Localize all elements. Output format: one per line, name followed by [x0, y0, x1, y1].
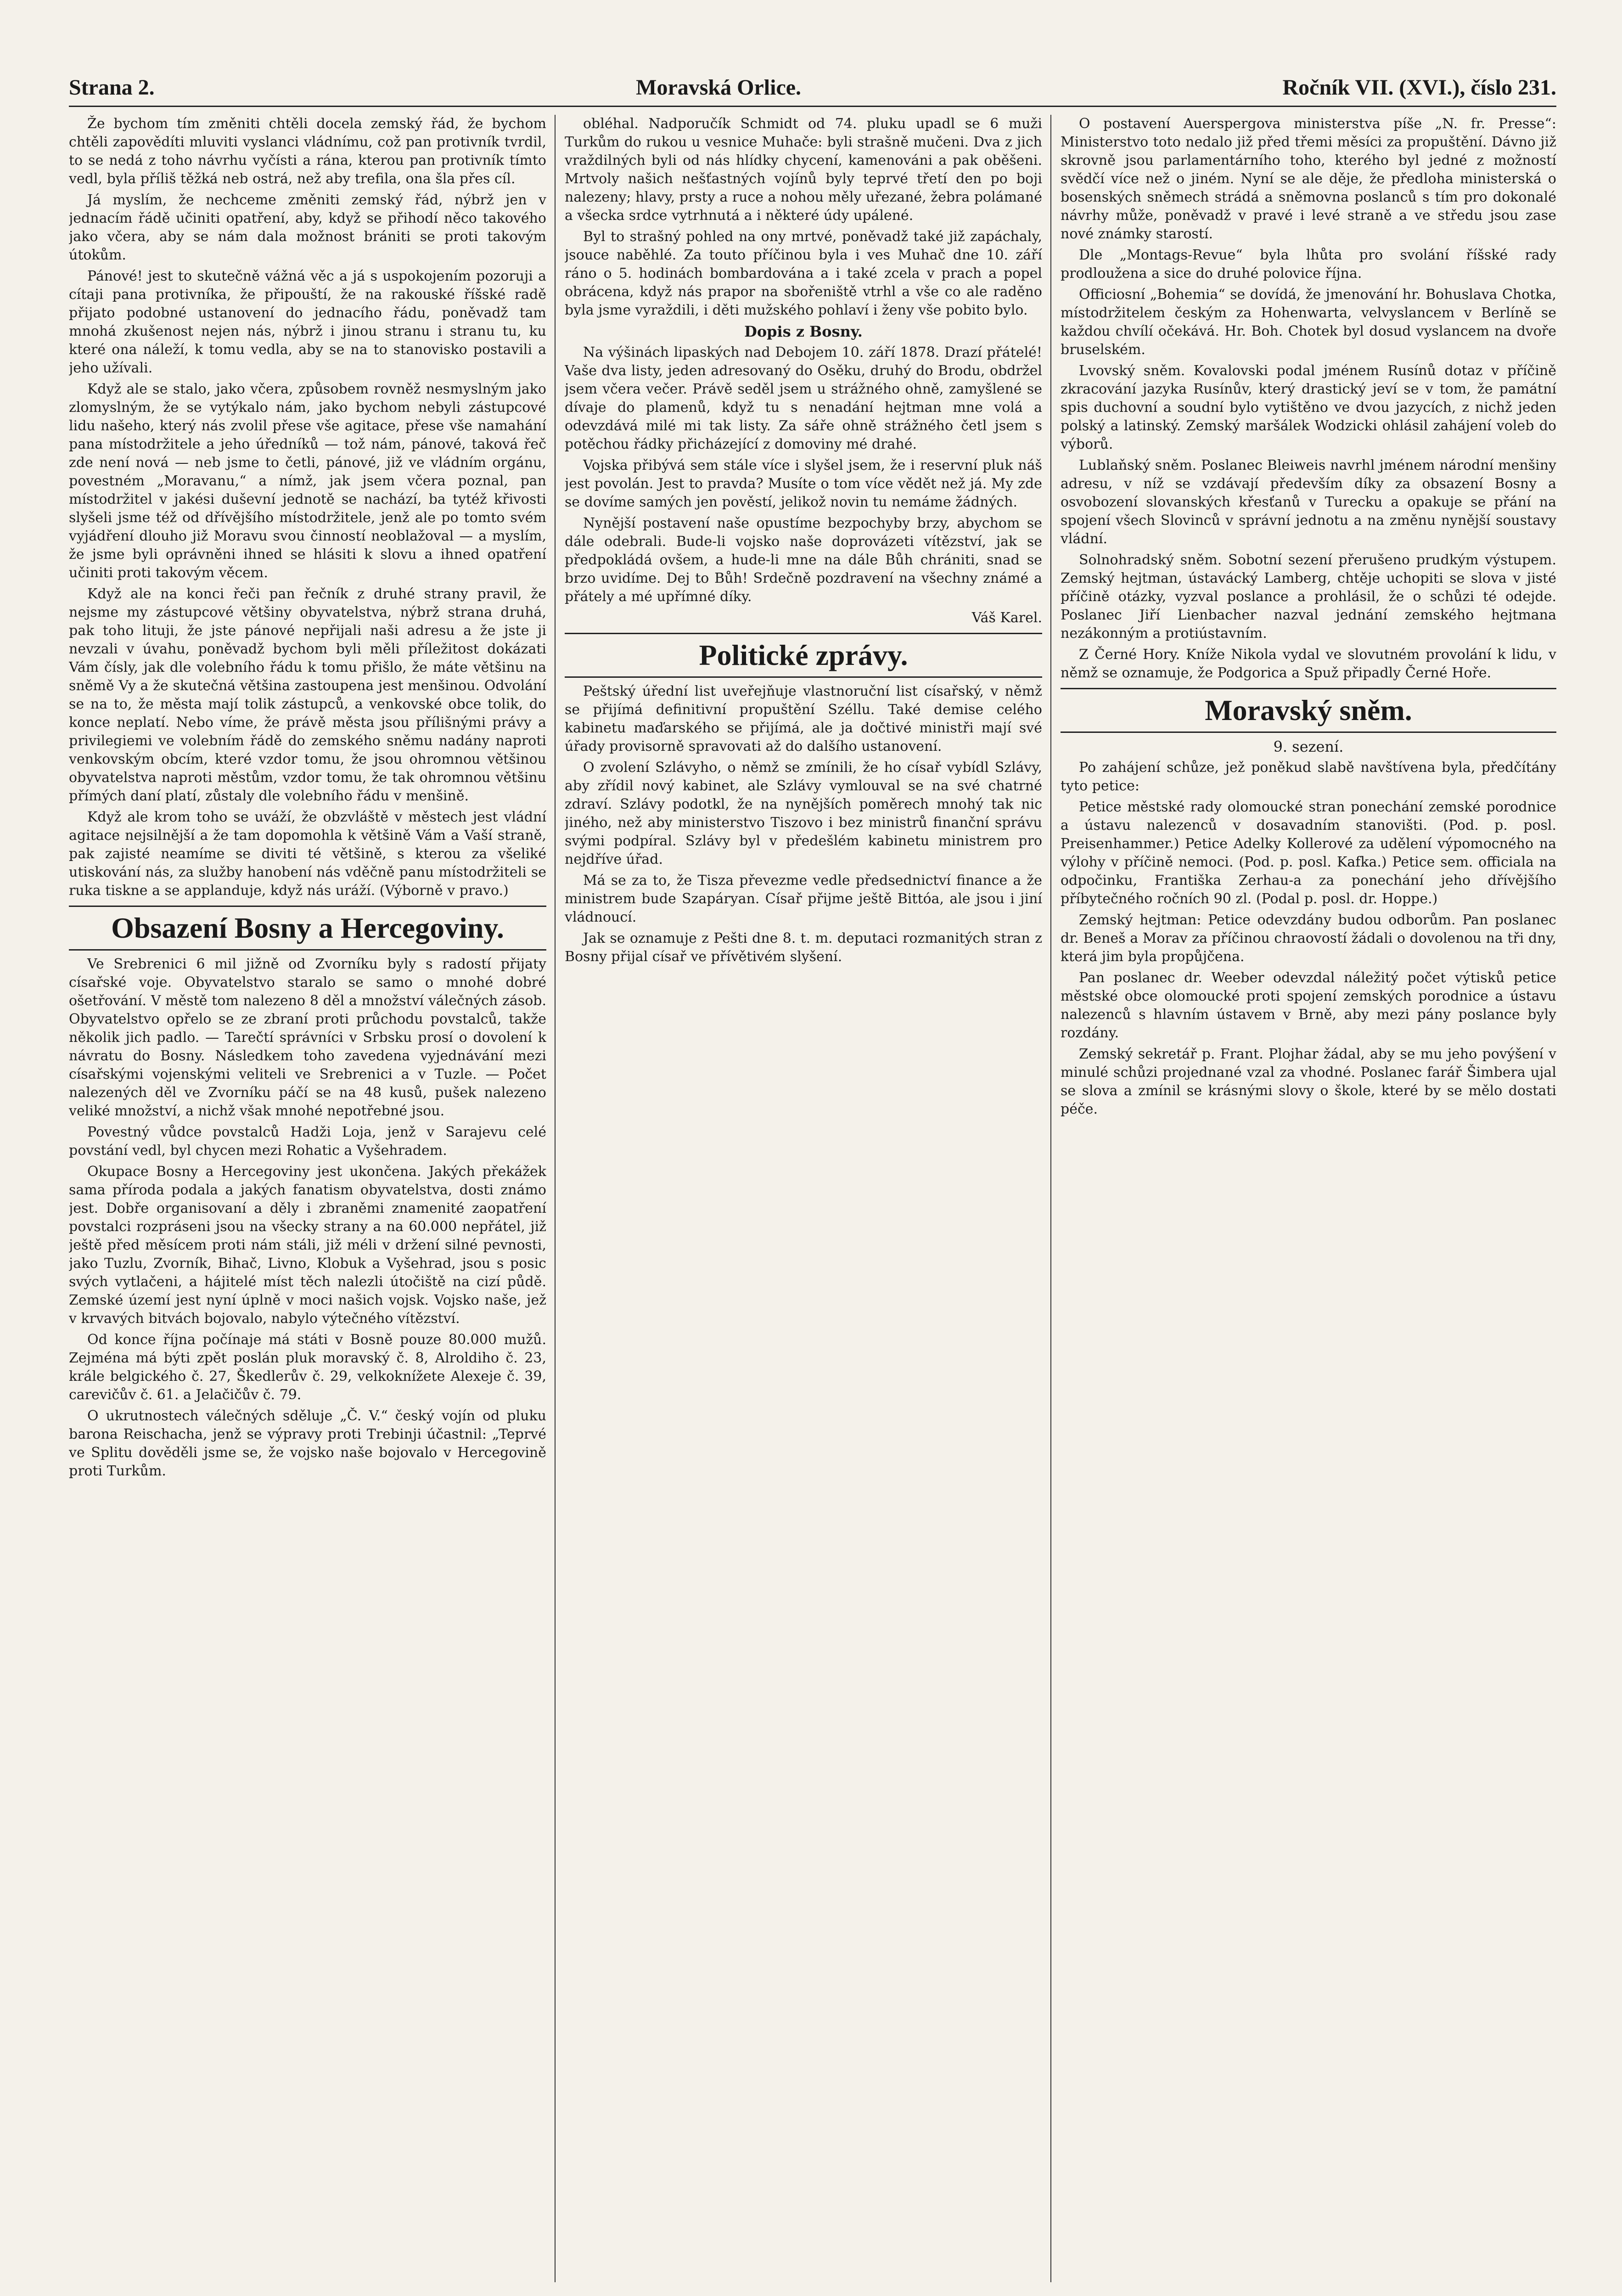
- paragraph: Já myslím, že nechceme změniti zemský řád, nýbrž jen v jednacím řádě učiniti opatření, aby, když se přihodí něco takového jako včera, aby se nám dala možnost brániti se proti takovým útokům.: [69, 192, 546, 263]
- section-heading-bosnia: Obsazení Bosny a Hercegoviny.: [69, 906, 546, 951]
- paragraph: Jak se oznamuje z Pešti dne 8. t. m. deputaci rozmanitých stran z Bosny přijal císař ve přívětivém slyšení.: [565, 930, 1042, 965]
- paragraph: O zvolení Szlávyho, o němž se zmínili, že ho císař vybídl Szlávy, aby zřídil nový kabinet, ale Szlávy vymlouval se na své chatrné zdraví. Szlávy podotkl, že na nynějších poměrech mnohý tak nic jiného, než aby ministerstvo Tiszovo i bez ministrů finanční správu svými podpíral. Szlávy byl v předešlém kabinetu ministrem pro nejdříve úřad.: [565, 760, 1042, 867]
- paragraph: Vojska přibývá sem stále více i slyšel jsem, že i reservní pluk náš jest povolán. Jest to pravda? Musíte o tom více vědět než já. My zde se dovíme samých jen pověstí, jelikož novin tu nemáme žádných.: [565, 457, 1042, 510]
- page-number: Strana 2.: [69, 75, 155, 100]
- paragraph: Když ale krom toho se uváží, že obzvláště v městech jest vládní agitace nejsilnější a že tam dopomohla k většině Vám a Vaší straně, pak zajisté neamíme se diviti té většině, s kterou za všeliké utiskování nás, za služby hanobení nás vděčně panu místodržiteli se ruka tiskne a se applanduje, když nás uráží. (Výborně v pravo.): [69, 809, 546, 899]
- column-rule-2: [1050, 115, 1051, 2282]
- paragraph: obléhal. Nadporučík Schmidt od 74. pluku upadl se 6 muži Turkům do rukou u vesnice Muhače: byli strašně mučeni. Dva z jich vraždilných byli od nás hlídky chycení, kamenováni a pak oběšeni. Mrtvoly našich nešťastných vojínů byly teprvé třetí den po boji nalezeny; hlavy, prsty a ruce a nohou měly uřezané, žebra polámané a všecka srdce vytrhnutá a i některé údy upálené.: [565, 116, 1042, 224]
- paragraph: Peštský úřední list uveřejňuje vlastnoruční list císařský, v němž se přijímá definitivní propuštění Széllu. Také demise celého kabinetu maďarského se přijímá, ale ja dočtivé ministři mají své úřady provisorně spravovati až do dalšího ustanovení.: [565, 683, 1042, 754]
- paragraph: Okupace Bosny a Hercegoviny jest ukončena. Jakých překážek sama příroda podala a jakých fanatism obyvatelstva, dosti známo jest. Dobře organisovaní a děly i zbraněmi znamenité zaopatření povstalci rozpráseni jsou na všecky strany a na 60.000 nepřátel, již ještě před měsícem proti nám stáli, již méli v držení silné pevnosti, jako Tuzlu, Zvorník, Bihač, Livno, Klobuk a Vyšehrad, jsou s posic svých vytlačeni, a hájitelé míst těch nalezli útočiště na cizí půdě. Zemské území jest nyní úplně v moci našich vojsk. Vojsko naše, jež v krvavých bitvách bojovalo, nabylo výtečného vítězství.: [69, 1164, 546, 1327]
- paragraph: Solnohradský sněm. Sobotní sezení přerušeno prudkým výstupem. Zemský hejtman, ústavácký Lamberg, chtěje uchopiti se slova v jisté příčině otázky, vyzval poslance a prohlásil, že o schůzi té odejde. Poslanec Jiří Lienbacher nazval jednání zemského hejtmana nezákonným a protiústavním.: [1061, 552, 1556, 642]
- paragraph: Že bychom tím změniti chtěli docela zemský řád, že bychom chtěli zapovědíti mluviti vyslanci vládnímu, což pan protivník tvrdil, to se nedá z toho návrhu vyčísti a rána, kterou pan protivník tímto vedl, byla příliš těžká neb ostrá, než aby trefila, ona šla přes cíl.: [69, 116, 546, 187]
- paragraph: Když ale se stalo, jako včera, způsobem rovněž nesmyslným jako zlomyslným, že se vytýkalo nám, jako bychom nebyli zástupcové lidu našeho, který nás zvolil přese vše agitace, přese vše namahání pana místodržitele a jeho úředníků — tož nám, pánové, taková řeč zde není nová — neb jsme to četli, pánové, již ve vládním orgánu, povestném „Moravanu,“ a nímž, jak jsem včera poznal, pan místodržitel v jakési duševní jednotě se nachází, ba tytéž křivosti slyšeli jsme též od dřívějšího místodržitele, jenž ale po tomto svém vyjádření dlouho již Moravu svou činností neoblažoval — a myslím, že jsme byli oprávněni ihned se hlásiti k slovu a ihned opatření učiniti proti takovým věcem.: [69, 381, 546, 581]
- paragraph: Od konce října počínaje má státi v Bosně pouze 80.000 mužů. Zejména má býti zpět poslán pluk moravský č. 8, Alroldiho č. 23, krále belgického č. 27, Škedlerův č. 29, velkoknížete Alexeje č. 39, carevičův č. 61. a Jelačičův č. 79.: [69, 1332, 546, 1403]
- paragraph: Petice městské rady olomoucké stran ponechání zemské porodnice a ústavu nalezenců v dosavadním stanovišti. (Pod. p. posl. Preisenhammer.) Petice Adelky Kollerové za udělení výpomocného na výlohy v příčině nemoci. (Pod. p. posl. Kafka.) Petice sem. officiala na odpočinku, Františka Zerhau-a za ponechání jeho dřívějšího příbytečného ročních 90 zl. (Podal p. posl. dr. Hoppe.): [1061, 799, 1556, 907]
- letter-signature: Váš Karel.: [971, 610, 1042, 626]
- section-heading-moravian-diet: Moravský sněm.: [1061, 688, 1556, 733]
- paragraph: Dle „Montags-Revue“ byla lhůta pro svolání říšské rady prodloužena a sice do druhé polovice října.: [1061, 247, 1556, 281]
- column-1: [69, 115, 546, 2282]
- paragraph: Když ale na konci řeči pan řečník z druhé strany pravil, že nejsme my zástupcové většiny obyvatelstva, nýbrž strana druhá, pak toho lituji, že jste pánové nepřijali naši adresu a že jste ji nevzali v úvahu, poněvadž bychom byli měli příležitost dokázati Vám čísly, jak dle volebního řádu k tomu přišlo, že máte většinu na sněmě Vy a že skutečná většina zastoupena jest menšinou. Odvolání se na to, že města mají tolik zástupců, a venkovské obce tolik, do konce neplatí. Nebo víme, že právě města jsou přílišnými právy a privilegiemi ve volebním řádě do zemského sněmu nadány naproti venkovským obcím, které vzdor tomu, že jsou ohromnou většinou obyvatelstva naproti městům, vzdor tomu, že tak ohromnou většinu přímých daní platí, zůstaly dle volebního řádu v menšině.: [69, 586, 546, 804]
- paragraph: Zemský hejtman: Petice odevzdány budou odborům. Pan poslanec dr. Beneš a Morav za příčinou chraovostí žádali o dovolenou na tři dny, která jim byla propůjčena.: [1061, 912, 1556, 965]
- paragraph: O ukrutnostech válečných sděluje „Č. V.“ český vojín od pluku barona Reischacha, jenž se výpravy proti Trebinji účastnil: „Teprvé ve Splitu dověděli jsme se, že vojsko naše bojovalo v Hercegovině proti Turkům.: [69, 1408, 546, 1479]
- column-3: [1061, 115, 1556, 2282]
- paragraph: Má se za to, že Tisza převezme vedle předsednictví finance a že ministrem bude Szapáryan. Císař přijme ještě Bittóa, ale jsou i jiní vládnoucí.: [565, 872, 1042, 925]
- column-rule-1: [555, 115, 556, 2282]
- paragraph: Z Černé Hory. Kníže Nikola vydal ve slovutném provolání k lidu, v němž se oznamuje, že Podgorica a Spuž připadly Černé Hoře.: [1061, 647, 1556, 681]
- letter-heading: Dopis z Bosny.: [744, 323, 863, 340]
- paragraph: Na výšinách lipaských nad Debojem 10. září 1878. Drazí přátelé! Vaše dva listy, jeden adresovaný do Osěku, druhý do Brodu, obdržel jsem včera večer. Právě seděl jsem u strážného ohně, zamyšlené se dívaje do plamenů, když tu s nenadání hejtman mne volá a odevzdává milé mi tak listy. Za sáře ohně strážného četl jsem s potěchou řádky přicházející z domoviny mé drahé.: [565, 344, 1042, 452]
- section-heading-politics: Politické zprávy.: [565, 633, 1042, 678]
- column-2: [565, 115, 1042, 2282]
- paragraph: Pan poslanec dr. Weeber odevzdal náležitý počet výtisků petice městské obce olomoucké proti spojení zemských porodnice a ústavu nalezenců s hlavním ústavem v Brně, aby mezi pány poslance byly rozdány.: [1061, 970, 1556, 1041]
- paragraph: Officiosní „Bohemia“ se dovídá, že jmenování hr. Bohuslava Chotka, místodržitelem českým za Hohenwarta, velvyslancem v Berlíně se každou chvílí očekává. Hr. Boh. Chotek byl dosud vyslancem na dvoře bruselském.: [1061, 287, 1556, 358]
- newspaper-title: Moravská Orlice.: [636, 75, 802, 100]
- paragraph: O postavení Auerspergova ministerstva píše „N. fr. Presse“: Ministerstvo toto nedalo již před třemi měsíci za propuštění. Dávno již skrovně jsou parlamentárního toho, kterého byl jedné z možností svědčí více než o jiném. Nyní se ale děje, že předloha ministerská o bosenských sněmech strádá a sněmovna poslanců s tím pro dokonalé návrhy může, poněvadž v pravé i levé straně a ve středu jsou zase nové známky starostí.: [1061, 116, 1556, 242]
- masthead: [69, 69, 1556, 107]
- newspaper-page: [69, 69, 1556, 2296]
- paragraph: Lvovský sněm. Kovalovski podal jménem Rusínů dotaz v příčině zkracování jazyka Rusínův, který drastický jeví se v tom, že památní spis duchovní a soudní bylo vytištěno ve dvou jazycích, z nichž jeden polský a latinský. Zemský maršálek Wodzicki ohlásil zahájení voleb do výborů.: [1061, 363, 1556, 452]
- paragraph: Ve Srebrenici 6 mil jižně od Zvorníku byly s radostí přijaty císařské voje. Obyvatelstvo staralo se samo o mnohé dobré ošetřování. V městě tom nalezeno 8 děl a množství válečných zásob. Obyvatelstvo opřelo se ze zbraní proti průchodu povstalců, takže několik jich padlo. — Tarečtí správníci v Srbsku prosí o dovolení k návratu do Bosny. Následkem toho zavedena vyjednávání mezi císařskými vojenskými veliteli ve Srebrenici a v Tuzle. — Počet nalezených děl ve Zvorníku páčí se na 48 kusů, pušek nalezeno veliké množství, a nichž však mnohé nepotřebné jsou.: [69, 956, 546, 1119]
- paragraph: Pánové! jest to skutečně vážná věc a já s uspokojením pozoruji a cítaji pana protivníka, že připouští, že na rakouské říšské radě přijato podobné ustanovení do jednacího řádu, poněvadž tam mnohá zkušenost nejen nás, nýbrž i jinou stranu i stranu tu, ku které ona náleží, k tomu vedla, aby se na to stanovisko postavili a jeho užívali.: [69, 268, 546, 376]
- paragraph: Zemský sekretář p. Frant. Plojhar žádal, aby se mu jeho povýšení v minulé schůzi projednané vzal za vhodné. Poslanec farář Šimbera ujal se slova a zmínil se krásnými slovy o škole, které by se mělo dostati péče.: [1061, 1046, 1556, 1117]
- paragraph: Nynější postavení naše opustíme bezpochyby brzy, abychom se dále odebrali. Bude-li vojsko naše doprovázeti vítězství, jak se předpokládá ovšem, a hude-li mne na dále Bůh chrániti, snad se brzo uvidíme. Dej to Bůh! Srdečně pozdravení na všechny známé a přátely a mé upřímné díky.: [565, 515, 1042, 605]
- issue-info: Ročník VII. (XVI.), číslo 231.: [1282, 75, 1556, 100]
- paragraph: Povestný vůdce povstalců Hadži Loja, jenž v Sarajevu celé povstání vedl, byl chycen mezi Rohatic a Vyšehradem.: [69, 1124, 546, 1159]
- paragraph: Lublaňský sněm. Poslanec Bleiweis navrhl jménem národní menšiny adresu, v níž se vzdávají především díky za obsazení Bosny a osvobození slovanských křesťanů v Turecku a opakuje se přání na spojení všech Slovinců v správní jednotu a na změnu nynější soustavy vládní.: [1061, 457, 1556, 547]
- paragraph: Byl to strašný pohled na ony mrtvé, poněvadž také již zapáchaly, jsouce naběhlé. Za touto příčinou byla i ves Muhač dne 10. září ráno o 5. hodinách bombardována a i také zcela v prach a popel obrácena, když nás prapor na sbořeniště vtrhl a vše co ale raděno byla jsme vyraždili, i děti mužského pohlaví i ženy vše pobito bylo.: [565, 229, 1042, 318]
- session-number: 9. sezení.: [1273, 738, 1344, 755]
- paragraph: Po zahájení schůze, jež poněkud slabě navštívena byla, předčítány tyto petice:: [1061, 760, 1556, 794]
